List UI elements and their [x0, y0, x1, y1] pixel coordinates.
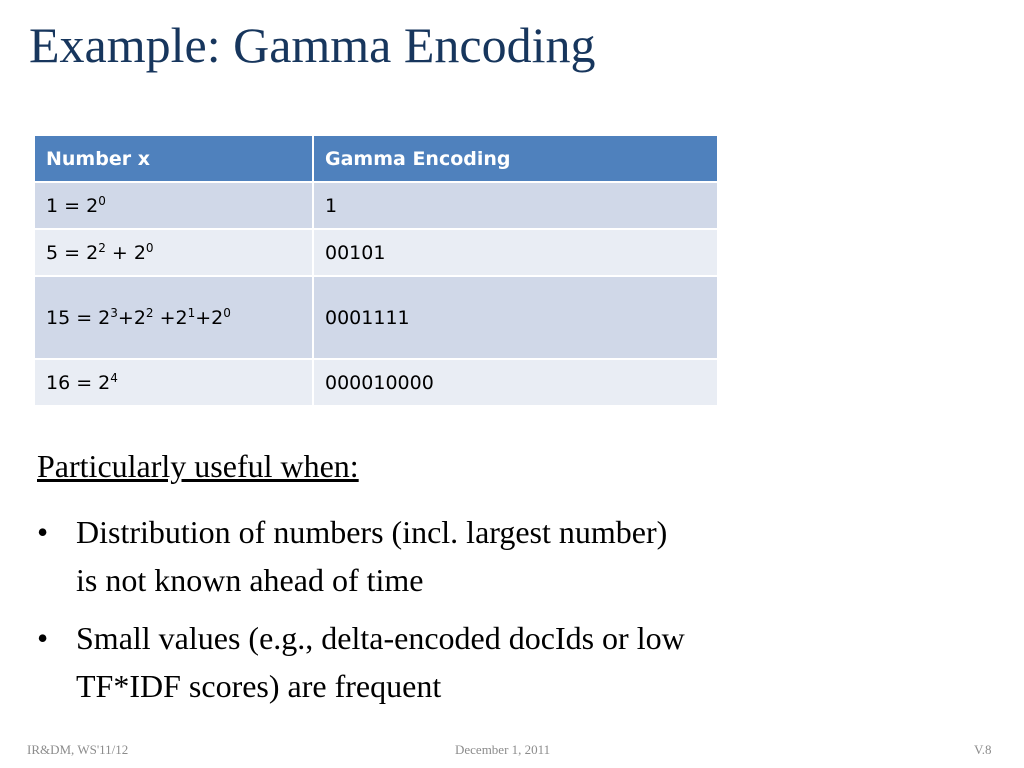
bullet-line: TF*IDF scores) are frequent [76, 668, 442, 704]
number-term: 5 = 2 [46, 241, 99, 264]
gamma-encoding-table [35, 136, 717, 407]
bullet-line: is not known ahead of time [76, 562, 424, 598]
exponent: 0 [98, 193, 106, 208]
table-row [35, 359, 717, 406]
exponent: 0 [145, 240, 154, 255]
number-term: 1 = 2 [46, 194, 99, 217]
encoding-cell: 1 [313, 182, 717, 229]
bullet-line: Distribution of numbers (incl. largest number) [76, 514, 668, 550]
footer-date: December 1, 2011 [455, 742, 551, 757]
lead-text: Particularly useful when: [37, 448, 359, 484]
exponent: 1 [187, 305, 196, 320]
exponent: 3 [110, 305, 118, 320]
exponent: 2 [145, 305, 154, 320]
bullet-icon: • [37, 514, 49, 550]
exponent: 2 [98, 240, 106, 255]
table-header-row [35, 136, 717, 182]
number-term: +2 [195, 306, 224, 329]
encoding-cell: 000010000 [313, 359, 717, 406]
encoding-cell: 0001111 [313, 276, 717, 359]
footer-page-number: V.8 [974, 742, 992, 757]
number-cell [35, 359, 313, 406]
bullet-item [37, 614, 857, 710]
bullet-line: Small values (e.g., delta-encoded docIds or low [76, 620, 685, 656]
slide-title: Example: Gamma Encoding [29, 17, 596, 73]
exponent: 4 [110, 370, 118, 385]
table-row [35, 182, 717, 229]
bullet-icon: • [37, 620, 49, 656]
header-number-x: Number x [35, 136, 313, 182]
number-term: 16 = 2 [46, 371, 111, 394]
exponent: 0 [223, 305, 231, 320]
bullet-item [37, 508, 857, 604]
number-cell [35, 229, 313, 276]
table-row [35, 276, 717, 359]
header-gamma-encoding: Gamma Encoding [313, 136, 717, 182]
bullet-list [37, 508, 857, 720]
footer-course: IR&DM, WS'11/12 [27, 742, 129, 757]
number-term: 15 = 2 [46, 306, 111, 329]
number-cell [35, 182, 313, 229]
number-term: + 2 [105, 241, 146, 264]
number-term: +2 [153, 306, 188, 329]
encoding-cell: 00101 [313, 229, 717, 276]
number-term: +2 [117, 306, 146, 329]
number-cell [35, 276, 313, 359]
table-row [35, 229, 717, 276]
